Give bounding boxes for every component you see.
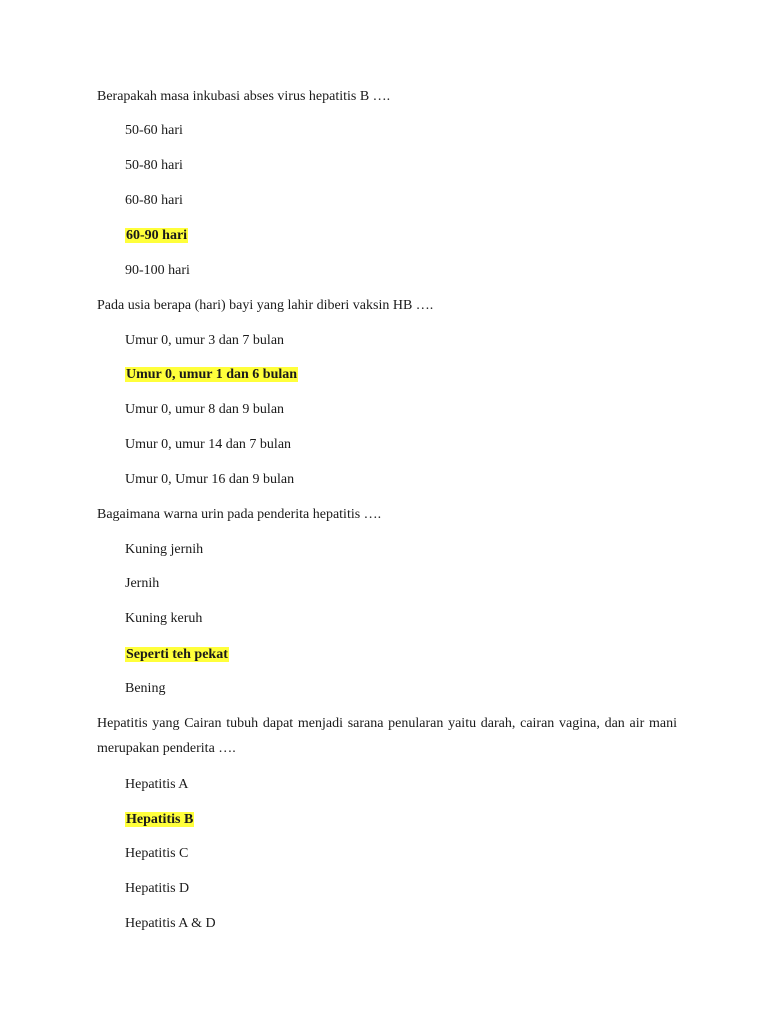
question-3-option-d-answer <box>125 646 229 664</box>
question-3-option-c: Kuning keruh <box>125 611 203 626</box>
question-1-option-e: 90-100 hari <box>125 263 190 278</box>
answer-highlight: Seperti teh pekat <box>126 647 228 662</box>
question-3-text: Bagaimana warna urin pada penderita hepatitis …. <box>97 507 382 522</box>
question-2-option-d: Umur 0, umur 14 dan 7 bulan <box>125 437 292 452</box>
answer-highlight: Umur 0, umur 1 dan 6 bulan <box>126 367 298 382</box>
answer-highlight: Hepatitis B <box>126 812 194 827</box>
question-4-option-e: Hepatitis A & D <box>125 916 216 931</box>
question-2-option-e: Umur 0, Umur 16 dan 9 bulan <box>125 472 295 487</box>
question-4-option-c: Hepatitis C <box>125 846 189 861</box>
question-3-option-a: Kuning jernih <box>125 542 204 557</box>
question-1-text: Berapakah masa inkubasi abses virus hepatitis B …. <box>97 89 391 104</box>
question-4-text: Hepatitis yang Cairan tubuh dapat menjadi sarana penularan yaitu darah, cairan vagina, dan air mani merupakan penderita …. <box>97 716 677 756</box>
question-1-option-b: 50-80 hari <box>125 158 183 173</box>
question-4-option-d: Hepatitis D <box>125 881 190 896</box>
question-2-option-b-answer <box>125 366 298 384</box>
question-4-option-b-answer <box>125 811 194 829</box>
question-2-text: Pada usia berapa (hari) bayi yang lahir diberi vaksin HB …. <box>97 298 434 313</box>
answer-highlight: 60-90 hari <box>126 228 188 243</box>
question-3-option-b: Jernih <box>125 576 160 591</box>
question-1-option-c: 60-80 hari <box>125 193 183 208</box>
question-2-option-a: Umur 0, umur 3 dan 7 bulan <box>125 333 285 348</box>
question-3-option-e: Bening <box>125 681 166 696</box>
question-1-option-d-answer <box>125 227 188 245</box>
question-4-option-a: Hepatitis A <box>125 777 189 792</box>
question-1-option-a: 50-60 hari <box>125 123 183 138</box>
question-2-option-c: Umur 0, umur 8 dan 9 bulan <box>125 402 285 417</box>
